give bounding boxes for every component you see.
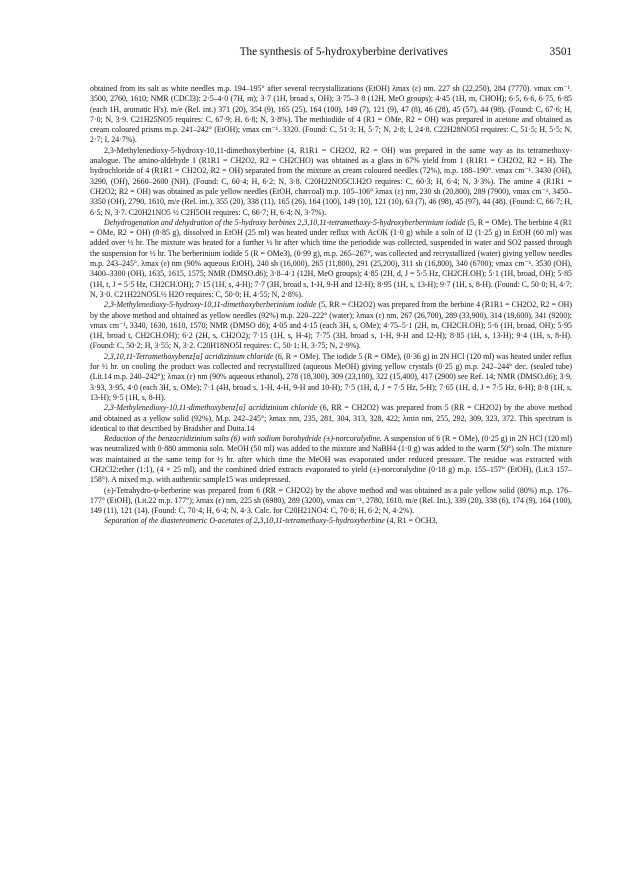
- paragraph-text: (5, RR = CH2O2) was prepared from the berbine 4 (R1R1 = CH2O2, R2 = OH) by the above method and obtained as yellow needles (92%) m.p. 220–222° (water); λmax (ε) nm, 267 (26,700), 289 (33,900), 314 (19,600), 341 (9200); νmax cm⁻¹, 3340, 1630, 1610, 1570; NMR (DMSO d6); 4·05 and 4·15 (each 3H, s, OMe); 4·75–5·1 (2H, m, CH2CH.OH); 5·6 (1H, broad, OH); 5·95 (1H, broad t, CH2CH.OH); 6·2 (2H, s, CH2O2); 7·15 (1H, s, H-4); 7·75 (3H, broad s, 1-H, 9-H and 12-H); 8·85 (1H, s, 13-H); 9·4 (1H, s, 8-H). (Found: C, 50·2; H, 3·55; N, 3·2. C20H18NO5I requires: C, 50·1; H, 3·75; N, 2·9%).: [90, 300, 572, 351]
- paragraph-heading: Dehydrogenation and dehydration of the 5-hydroxy berbines 2,3,10,11-tetramethoxy-5-hydroxyberberinium iodide: [104, 217, 466, 227]
- paragraph-6: [90, 403, 572, 434]
- paragraph-text: (6, R = OMe). The iodide 5 (R = OMe), (0·36 g) in 2N HCl (120 ml) was heated under reflux for ½ hr. on cooling the product was collected and recrystallized (aqueous MeOH) giving yellow crystals (0·25 g) m.p. 242–244° dec. (sealed tube) (Lit.14 m.p. 240–242°); λmax (ε) nm (90% aqueous ethanol), 278 (18,300), 309 (23,100), 322 (15,400), 417 (2900) see Ref. 14; NMR (DMSO.d6); 3·9, 3·93, 3·95, 4·0 (each 3H, s, OMe); 7·1 (4H, broad s, 1-H, 4-H, 9-H and 10-H); 7·5 (1H, d, J = 7·5 Hz, 5-H); 7·65 (1H, d, J = 7·5 Hz, 6-H); 8·8 (1H, s, 13-H); 9·5 (1H, s, 8-H).: [90, 351, 572, 402]
- paragraph-text: (±)-Tetrahydro-ψ-berberine was prepared from 6 (RR = CH2O2) by the above method and was obtained as a pale yellow solid (80%) m.p. 176–177° (EtOH), (Lit.22 m.p. 177°); λmax (ε) nm, 225 sh (6980), 289 (3200), νmax cm⁻¹, 2780, 1610. m/e (Rel. Int.), 339 (20), 338 (6), 174 (9), 164 (100), 149 (11), 121 (14). (Found: C, 70·4; H, 6·4; N, 4·3. Calc. for C20H21NO4: C, 70·8; H, 6·2; N, 4·2%).: [90, 485, 572, 516]
- paragraph-heading: Separation of the diastereomeric O-acetates of 2,3,10,11-tetramethoxy-5-hydroxyberbine: [104, 516, 385, 526]
- paragraph-text: (6, RR = CH2O2) was prepared from 5 (RR = CH2O2) by the above method and obtained as a yellow solid (92%), M.p. 242–245°; λmax nm, 235, 281, 304, 313, 328, 422; λmin nm, 255, 292, 309, 323, 372. This spectrum is identical to that described by Bradsher and Dutta.14: [90, 403, 573, 433]
- paragraph-3: [90, 218, 572, 300]
- paragraph-text: (5, R = OMe). The berbine 4 (R1 = OMe, R2 = OH) (0·85 g), dissolved in EtOH (25 ml) was heated under reflux with AcOK (1·0 g) while a soln of I2 (1·25 g) in EtOH (60 ml) was added over ½ hr. The mixture was heated for a further ½ hr after which time the periodide was collected, suspended in water and SO2 passed through the suspension for ½ hr. The berberinium iodide 5 (R = OMe3), (0·99 g), m.p. 265–267°, was collected and recrystallized (water) giving yellow needles m.p. 243–245°. λmax (ε) nm (90% aqueous EtOH), 240 sh (16,000), 265 (11,800), 291 (25,200), 311 sh (16,800), 340 (6700); νmax cm⁻¹. 3530 (OH), 3400–3300 (OH), 1635, 1615, 1575; NMR (DMSO.d6); 3·8–4·1 (12H, MeO groups); 4·85 (2H, d, J = 5·5 Hz, CH2CH.OH); 5·1 (1H, broad, OH); 5·85 (1H, t, J = 5·5 Hz, CH2CH.OH); 7·15 (1H, s, 4-H); 7·7 (3H, broad s, 1-H, 9-H and 12-H); 8·95 (1H, s, 13-H); 9·7 (1H, s, 8-H). (Found: C, 50·0; H, 4·7; N, 3·0. C21H22NO5I.½ H2O requires: C, 50·0; H, 4·55; N, 2·8%).: [90, 217, 572, 299]
- paragraph-1: [90, 84, 572, 146]
- paragraph-4: [90, 300, 572, 351]
- running-head: [98, 46, 572, 58]
- paragraph-heading: 2,3-Methylenedioxy-10,11-dimethoxybenz[a] acridizinium chloride: [104, 403, 318, 413]
- paragraph-7: [90, 434, 572, 485]
- paragraph-2: [90, 146, 572, 218]
- paragraph-text: A suspension of 6 (R = OMe), (0·25 g) in 2N HCl (120 ml) was neutralized with 0·880 ammonia soln. MeOH (50 ml) was added to the mixture and NaBH4 (1·0 g) was added to the warm (50°) soln. The mixture was maintained at the same temp for ½ hr. after which time the MeOH was evaporated under reduced pressure. The residue was extracted with CH2Cl2:ether (1:1), (4 × 25 ml), and the combined dried extracts evaporated to yield (±)-norcoralydine (0·18 g) m.p. 155–157° (EtOH), (Lit.3 157–158°). A mixed m.p. with authentic sample15 was undepressed.: [90, 434, 572, 485]
- running-title: The synthesis of 5-hydroxyberbine derivatives: [239, 46, 448, 58]
- paragraph-8: [90, 486, 572, 517]
- paragraph-text: 2,3-Methylenedioxy-5-hydroxy-10,11-dimethoxyberbine (4, R1R1 = CH2O2, R2 = OH) was prepared in the same way as its tetramethoxy-analogue. The amino-aldehyde 1 (R1R1 = CH2O2, R2 = CH2CHO) was obtained as a glass in 67% yield from 1 (R1R1 = CH2O2, R2 = H). The hydrochloride of 4 (R1R1 = CH2O2, R2 = OH) separated from the mixture as cream coloured needles (72%), m.p. 188–190°. νmax cm⁻¹. 3430 (OH), 3290, (OH), 2660–2600 (NH). (Found: C, 60·4; H, 6·2; N, 3·8. C20H22NO5Cl.H2O requires: C, 60·3; H, 6·4; N, 3·3%). The amine 4 (R1R1 = CH2O2; R2 = OH) was obtained as pale yellow needles (EtOH, charcoal) m.p. 105–106° λmax (ε) nm, 230 sh (20,800), 289 (7900), νmax cm⁻¹, 3450–3350 (OH), 2790, 1610, m/e (Rel. int.), 355 (20), 338 (11), 165 (26), 164 (100), 149 (10), 121 (10), 63 (7), 46 (98), 45 (97), 44 (48). (Found: C, 66·7; H, 6·5; N, 3·7. C20H21NO5 ½ C2H5OH requires: C, 66·7; H, 6·4; N, 3·7%).: [90, 145, 572, 217]
- page-number: 3501: [549, 46, 572, 58]
- paragraph-heading: 2,3,10,11-Tetramethoxybenz[a] acridizinium chloride: [104, 351, 274, 361]
- paragraph-heading: Reduction of the benzacridizinium salts (6) with sodium borohydride (±)-norcoralydine.: [104, 434, 383, 444]
- paragraph-text: obtained from its salt as white needles m.p. 194–195° after several recrystallizations (EtOH) λmax (ε) nm. 227 sh (22,250), 284 (7770). νmax cm⁻¹. 3500, 2760, 1610; NMR (CDCl3): 2·5–4·0 (7H, m); 3·7 (1H, broad s, OH); 3·75–3·8 (12H, MeO groups); 4·45 (1H, m, CHOH); 6·5, 6·6, 6·75, 6·85 (each 1H, aromatic H's). m/e (Rel. int.) 371 (20), 354 (9), 165 (25), 164 (100), 149 (7), 121 (9), 47 (8), 46 (28), 45 (57), 44 (98). (Found: C, 67·6; H, 7·0; N, 3·9. C21H25NO5 requires: C, 67·9; H, 6·8; N, 3·8%). The methiodide of 4 (R1 = OMe, R2 = OH) was prepared in acetone and obtained as cream coloured prisms m.p. 241–242° (EtOH); νmax cm⁻¹. 3320. (Found: C, 51·3; H, 5·7; N, 2·8; I, 24·8. C22H28NO5I requires: C, 51·5; H, 5·5; N, 2·7; I, 24·7%).: [90, 84, 572, 145]
- paragraph-heading: 2,3-Methylenedioxy-5-hydroxy-10,11-dimethoxyberberinium iodide: [104, 300, 317, 310]
- paragraph-9: [90, 516, 572, 526]
- article-body: [90, 84, 572, 527]
- paragraph-5: [90, 352, 572, 403]
- paragraph-text: (4, R1 = OCH3,: [384, 516, 438, 526]
